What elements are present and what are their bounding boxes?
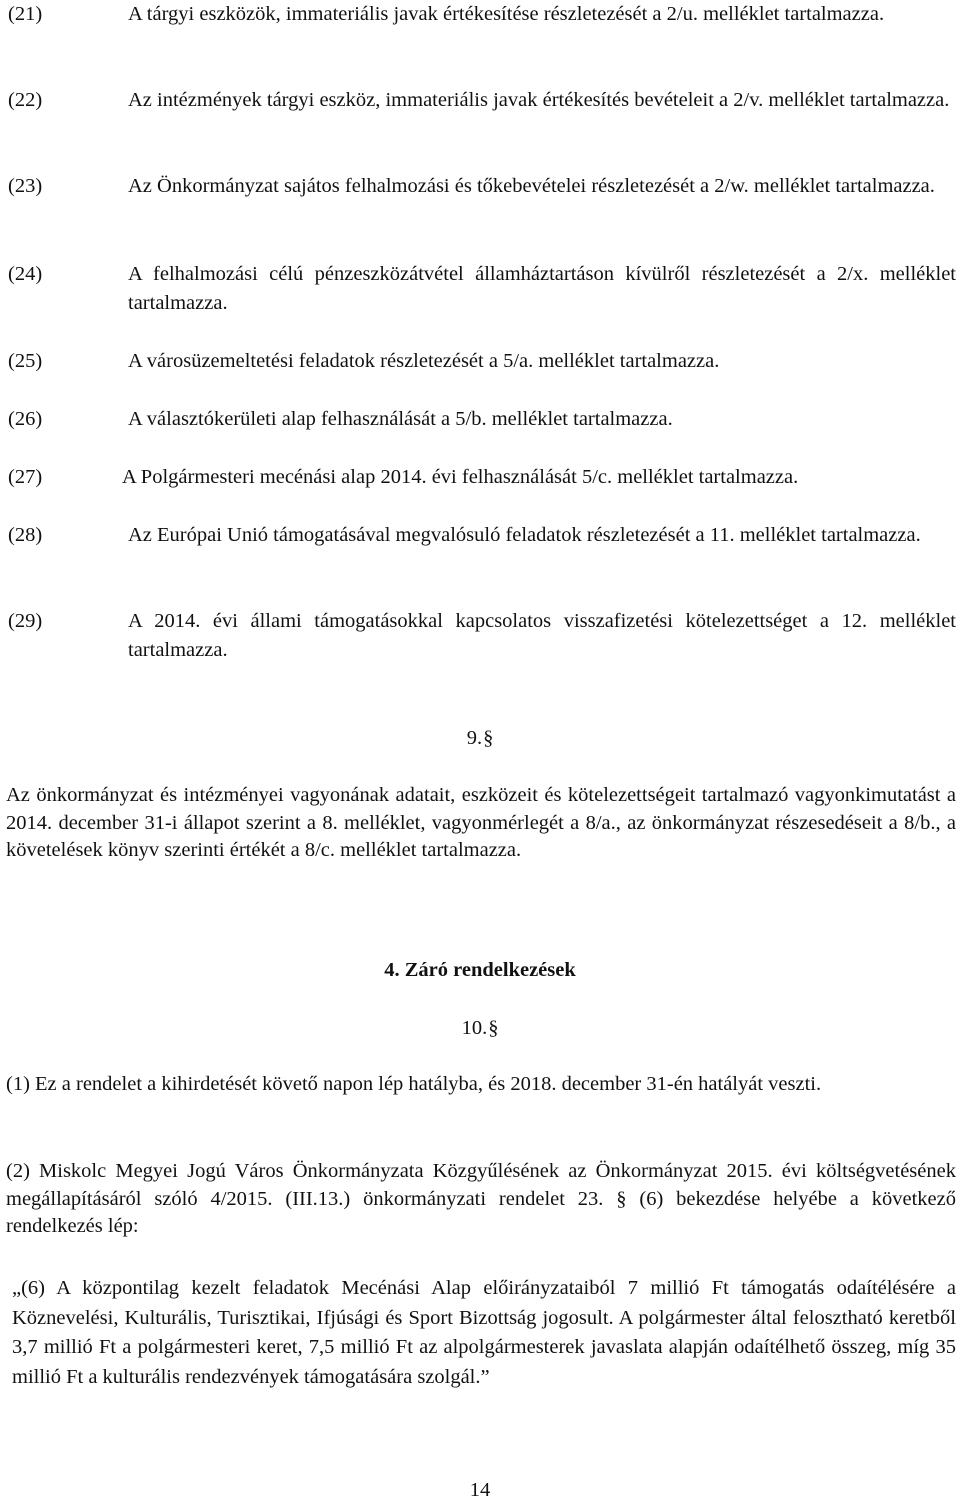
item-text: Az Önkormányzat sajátos felhalmozási és tőkebevételei részletezését a 2/w. melléklet tartalmazza. xyxy=(128,175,935,197)
item-number: (21) xyxy=(8,3,43,25)
list-item-23 xyxy=(8,172,956,201)
list-item-26 xyxy=(8,405,956,434)
section-10-paragraph-2: (2) Miskolc Megyei Jogú Város Önkormányzata Közgyűlésének az Önkormányzat 2015. évi költségvetésének megállapításáról szóló 4/2015. (III.13.) önkormányzati rendelet 23. § (6) bekezdése helyébe a következő rendelkezés lép: xyxy=(6,1160,956,1237)
item-number: (29) xyxy=(8,610,43,632)
item-number: (22) xyxy=(8,89,43,111)
quoted-provision: „(6) A központilag kezelt feladatok Mecénási Alap előirányzataiból 7 millió Ft támogatás odaítélésére a Köznevelési, Kulturális, Turisztikai, Ifjúsági és Sport Bizottság jogosult. A polgármester által felosztható keretből 3,7 millió Ft a polgármesteri keret, 7,5 millió Ft az alpolgármesterek javaslata alapján odaítélhető összeg, míg 35 millió Ft a kulturális rendezvények támogatására szolgál.” xyxy=(12,1277,956,1388)
section-number: 9. xyxy=(466,727,483,749)
item-number: (27) xyxy=(8,466,43,488)
item-text: A felhalmozási célú pénzeszközátvétel államháztartáson kívülről részletezését a 2/x. melléklet tartalmazza. xyxy=(128,263,956,314)
item-text: Az intézmények tárgyi eszköz, immateriális javak értékesítés bevételeit a 2/v. melléklet tartalmazza. xyxy=(128,89,950,111)
item-text: A választókerületi alap felhasználását a 5/b. melléklet tartalmazza. xyxy=(128,408,673,430)
section-10-paragraph-1: (1) Ez a rendelet a kihirdetését követő napon lép hatályba, és 2018. december 31-én hatályát veszti. xyxy=(6,1073,822,1095)
item-number: (24) xyxy=(8,263,43,285)
item-text: A Polgármesteri mecénási alap 2014. évi felhasználását 5/c. melléklet tartalmazza. xyxy=(122,466,799,488)
item-text: A városüzemeltetési feladatok részletezését a 5/a. melléklet tartalmazza. xyxy=(128,350,720,372)
list-item-29 xyxy=(8,607,956,665)
list-item-28 xyxy=(8,521,956,550)
section-sign: § xyxy=(483,727,494,749)
page-number: 14 xyxy=(469,1479,491,1501)
item-number: (28) xyxy=(8,524,43,546)
list-item-21 xyxy=(8,0,956,29)
list-item-25 xyxy=(8,347,956,376)
item-text: A tárgyi eszközök, immateriális javak értékesítése részletezését a 2/u. melléklet tartalmazza. xyxy=(128,3,885,25)
item-number: (25) xyxy=(8,350,43,372)
item-text: A 2014. évi állami támogatásokkal kapcsolatos visszafizetési kötelezettséget a 12. melléklet tartalmazza. xyxy=(128,610,956,661)
list-item-24 xyxy=(8,260,956,318)
item-text: Az Európai Unió támogatásával megvalósuló feladatok részletezését a 11. melléklet tartalmazza. xyxy=(128,524,921,546)
section-sign: § xyxy=(488,1017,499,1039)
item-number: (26) xyxy=(8,408,43,430)
section-10-title xyxy=(0,1014,960,1042)
chapter-heading: 4. Záró rendelkezések xyxy=(384,959,576,981)
list-item-27 xyxy=(8,463,956,492)
section-number: 10. xyxy=(461,1017,488,1039)
section-9-title xyxy=(0,724,960,752)
section-9-paragraph: Az önkormányzat és intézményei vagyonának adatait, eszközeit és kötelezettségeit tartalmazó vagyonkimutatást a 2014. december 31-i állapot szerint a 8. melléklet, vagyonmérlegét a 8/a., az önkormányzat részesedéseit a 8/b., a követelések könyv szerinti értékét a 8/c. melléklet tartalmazza. xyxy=(6,784,956,861)
item-number: (23) xyxy=(8,175,43,197)
list-item-22 xyxy=(8,86,956,115)
